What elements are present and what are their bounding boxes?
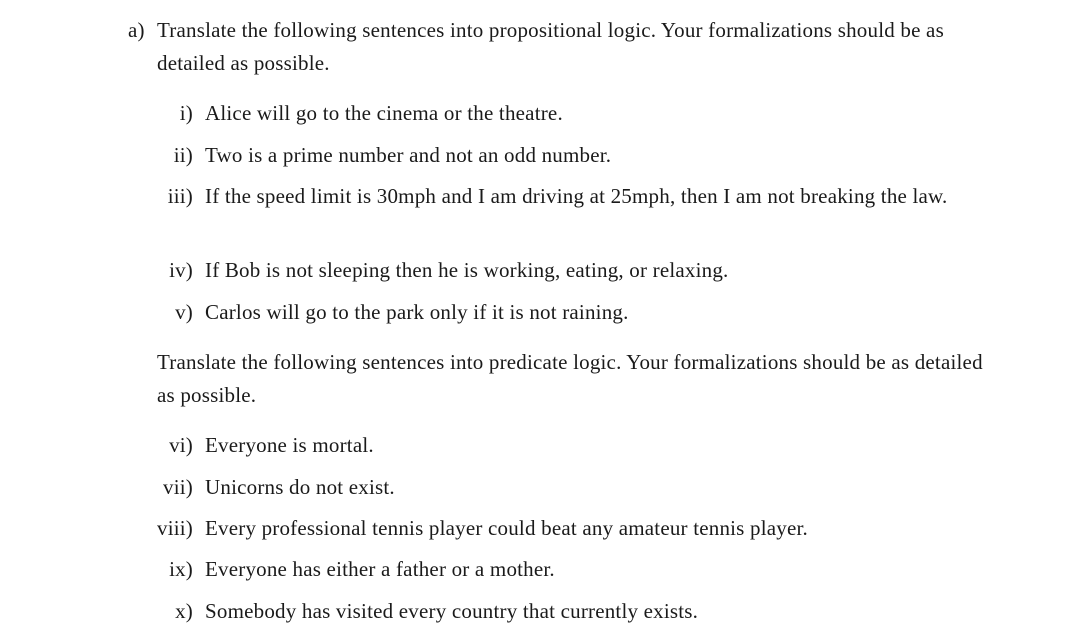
item-number: ix) (169, 557, 193, 581)
item-text: If Bob is not sleeping then he is working, eating, or relaxing. (205, 258, 729, 282)
item-text: Everyone has either a father or a mother. (205, 557, 555, 581)
item-number: iii) (167, 184, 193, 208)
item-text: Somebody has visited every country that currently exists. (205, 599, 699, 623)
item-text: If the speed limit is 30mph and I am driving at 25mph, then I am not breaking the law. (205, 184, 948, 208)
item-number: ii) (173, 143, 193, 167)
item-text: Every professional tennis player could beat any amateur tennis player. (205, 516, 808, 540)
item-number: x) (175, 599, 193, 623)
item-number: vi) (169, 433, 193, 457)
item-text: Unicorns do not exist. (205, 475, 395, 499)
part-label: a) (128, 18, 145, 42)
item-text: Carlos will go to the park only if it is not raining. (205, 300, 629, 324)
predicate-instructions: Translate the following sentences into predicate logic. Your formalizations should be as detailed as possible. (157, 350, 983, 407)
item-number: viii) (157, 516, 193, 540)
item-number: v) (175, 300, 193, 324)
item-text: Everyone is mortal. (205, 433, 374, 457)
item-number: iv) (169, 258, 193, 282)
propositional-instructions: Translate the following sentences into propositional logic. Your formalizations should be as detailed as possible. (157, 18, 944, 75)
item-number: vii) (163, 475, 193, 499)
item-text: Alice will go to the cinema or the theatre. (205, 101, 563, 125)
item-text: Two is a prime number and not an odd number. (205, 143, 612, 167)
item-number: i) (179, 101, 193, 125)
